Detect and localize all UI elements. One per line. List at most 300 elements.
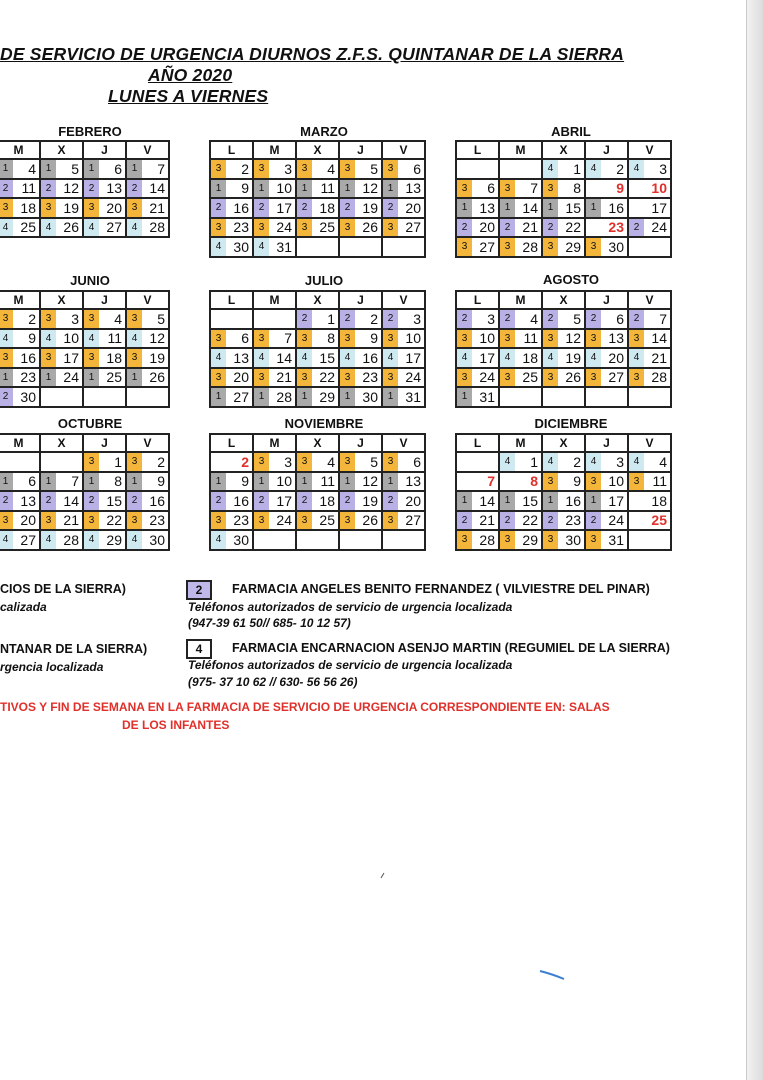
- pharmacy-group-tag: 1: [41, 473, 56, 491]
- day-cell: [210, 348, 253, 368]
- day-cell: [456, 491, 499, 511]
- day-cell: [585, 368, 628, 388]
- day-cell: [585, 309, 628, 329]
- day-number: 23: [565, 512, 581, 529]
- day-cell: [585, 348, 628, 368]
- pharmacy-group-tag: 4: [629, 160, 644, 178]
- day-cell: [339, 387, 382, 407]
- day-cell: [382, 368, 425, 388]
- day-number: 23: [362, 369, 378, 386]
- day-cell: [40, 511, 83, 531]
- pharmacy-group-tag: 2: [629, 310, 644, 328]
- day-number: 24: [608, 512, 624, 529]
- pharmacy-group-tag: 1: [127, 160, 142, 178]
- day-cell: [339, 309, 382, 329]
- day-cell: [542, 309, 585, 329]
- month-title-junio: JUNIO: [70, 273, 110, 288]
- day-number: 9: [241, 180, 249, 197]
- day-cell: [382, 179, 425, 199]
- legend-4-name: FARMACIA ENCARNACION ASENJO MARTIN (REGUMIEL DE LA SIERRA): [232, 641, 670, 655]
- day-cell: [339, 218, 382, 238]
- day-number: 20: [405, 492, 421, 509]
- pharmacy-group-tag: 3: [383, 369, 398, 387]
- day-cell: [0, 511, 40, 531]
- day-number: 5: [71, 160, 79, 177]
- pharmacy-group-tag: 1: [84, 473, 99, 491]
- day-cell: [499, 452, 542, 472]
- pharmacy-group-tag: 3: [500, 531, 515, 549]
- day-cell: [628, 491, 671, 511]
- pharmacy-group-tag: 3: [211, 330, 226, 348]
- pharmacy-group-tag: 3: [629, 473, 644, 491]
- day-cell: [296, 452, 339, 472]
- day-number: 7: [157, 160, 165, 177]
- pharmacy-group-tag: 4: [211, 531, 226, 549]
- pharmacy-group-tag: 4: [41, 531, 56, 549]
- pharmacy-group-tag: 4: [0, 219, 13, 237]
- day-cell: [296, 159, 339, 179]
- calendar-marzo: [209, 140, 426, 258]
- day-cell: [253, 159, 296, 179]
- pharmacy-group-tag: 3: [383, 160, 398, 178]
- day-number: 12: [63, 180, 79, 197]
- pharmacy-group-tag: 3: [41, 199, 56, 217]
- day-number: 12: [362, 473, 378, 490]
- day-number: 4: [327, 160, 335, 177]
- day-cell: [456, 198, 499, 218]
- pharmacy-group-tag: 3: [254, 369, 269, 387]
- day-number: 2: [573, 453, 581, 470]
- day-number: 21: [651, 349, 667, 366]
- pharmacy-group-tag: 3: [127, 512, 142, 530]
- day-number: 9: [157, 473, 165, 490]
- day-cell: [83, 329, 126, 349]
- pharmacy-group-tag: 3: [340, 160, 355, 178]
- pharmacy-group-tag: 3: [543, 330, 558, 348]
- day-cell: [628, 179, 671, 199]
- day-number: 25: [20, 219, 36, 236]
- day-number: 27: [233, 388, 249, 405]
- day-cell: [542, 387, 585, 407]
- pharmacy-group-tag: 1: [543, 492, 558, 510]
- pharmacy-group-tag: 4: [586, 349, 601, 367]
- day-cell: [499, 511, 542, 531]
- day-number: 13: [106, 180, 122, 197]
- day-cell: [499, 179, 542, 199]
- day-cell: [296, 491, 339, 511]
- day-number: 30: [149, 531, 165, 548]
- pharmacy-group-tag: 3: [586, 238, 601, 256]
- pharmacy-group-tag: 4: [586, 453, 601, 471]
- day-cell: [456, 348, 499, 368]
- pharmacy-group-tag: 1: [383, 473, 398, 491]
- day-cell: [40, 218, 83, 238]
- legend-4-badge: 4: [186, 639, 212, 659]
- legend-4-phones: (975- 37 10 62 // 630- 56 56 26): [188, 675, 358, 689]
- day-number: 14: [522, 199, 538, 216]
- day-cell: [40, 179, 83, 199]
- day-cell: [382, 348, 425, 368]
- day-cell: [40, 472, 83, 492]
- day-number: 1: [530, 453, 538, 470]
- title-line-3: LUNES A VIERNES: [108, 86, 269, 106]
- pharmacy-group-tag: 4: [297, 349, 312, 367]
- pharmacy-group-tag: 4: [629, 453, 644, 471]
- day-cell: [542, 179, 585, 199]
- day-number: 14: [276, 349, 292, 366]
- pharmacy-group-tag: 3: [297, 453, 312, 471]
- day-number: 19: [362, 199, 378, 216]
- day-number: 26: [362, 512, 378, 529]
- pharmacy-group-tag: 2: [0, 492, 13, 510]
- day-cell: [0, 309, 40, 329]
- day-number: 16: [608, 199, 624, 216]
- day-cell: [628, 237, 671, 257]
- weekday-header: X: [40, 434, 83, 452]
- weekday-header: X: [40, 141, 83, 159]
- day-cell: [542, 530, 585, 550]
- weekday-header: X: [296, 434, 339, 452]
- day-number: 30: [233, 531, 249, 548]
- day-number: 28: [479, 531, 495, 548]
- pharmacy-group-tag: 2: [127, 492, 142, 510]
- pharmacy-group-tag: 3: [340, 453, 355, 471]
- day-number: 12: [565, 330, 581, 347]
- pharmacy-group-tag: 4: [254, 238, 269, 256]
- day-cell: [628, 511, 671, 531]
- day-cell: [585, 198, 628, 218]
- day-number: 21: [522, 219, 538, 236]
- calendar-abril: [455, 140, 672, 258]
- day-cell: [382, 329, 425, 349]
- day-cell: [585, 511, 628, 531]
- pharmacy-group-tag: 2: [457, 512, 472, 530]
- day-number: 12: [149, 330, 165, 347]
- pharmacy-group-tag: 1: [586, 492, 601, 510]
- scan-page-edge: [746, 0, 763, 1080]
- pharmacy-group-tag: 2: [340, 310, 355, 328]
- pharmacy-group-tag: 1: [500, 199, 515, 217]
- day-number: 28: [522, 238, 538, 255]
- day-cell: [126, 348, 169, 368]
- weekday-header: L: [456, 291, 499, 309]
- pharmacy-group-tag: 3: [340, 369, 355, 387]
- day-number: 10: [479, 330, 495, 347]
- day-cell: [456, 387, 499, 407]
- day-cell: [382, 491, 425, 511]
- pharmacy-group-tag: 1: [127, 369, 142, 387]
- pharmacy-group-tag: 3: [543, 238, 558, 256]
- day-number: 19: [362, 492, 378, 509]
- pharmacy-group-tag: 3: [254, 453, 269, 471]
- day-cell: [499, 329, 542, 349]
- day-cell: [0, 179, 40, 199]
- pharmacy-group-tag: 2: [0, 388, 13, 406]
- day-cell: [40, 198, 83, 218]
- day-cell: [83, 348, 126, 368]
- day-cell: [542, 329, 585, 349]
- day-number: 10: [608, 473, 624, 490]
- pharmacy-group-tag: 3: [500, 369, 515, 387]
- day-cell: [40, 530, 83, 550]
- day-cell: [585, 472, 628, 492]
- day-number: 7: [284, 330, 292, 347]
- day-cell: [253, 237, 296, 257]
- pharmacy-group-tag: 2: [0, 180, 13, 198]
- pharmacy-group-tag: 3: [457, 369, 472, 387]
- day-number: 7: [659, 310, 667, 327]
- day-cell: [0, 530, 40, 550]
- day-number: 27: [405, 512, 421, 529]
- month-title-marzo: MARZO: [300, 124, 348, 139]
- day-number: 15: [565, 199, 581, 216]
- pharmacy-group-tag: 2: [84, 492, 99, 510]
- pharmacy-group-tag: 3: [586, 369, 601, 387]
- day-number: 1: [327, 310, 335, 327]
- day-number: 13: [608, 330, 624, 347]
- day-cell: [253, 198, 296, 218]
- day-cell: [382, 159, 425, 179]
- pharmacy-group-tag: 2: [41, 180, 56, 198]
- day-cell: [40, 452, 83, 472]
- pharmacy-group-tag: 3: [0, 199, 13, 217]
- day-number: 2: [241, 160, 249, 177]
- day-cell: [585, 491, 628, 511]
- day-number: 6: [114, 160, 122, 177]
- day-number: 16: [565, 492, 581, 509]
- day-cell: [296, 472, 339, 492]
- pharmacy-group-tag: 4: [543, 349, 558, 367]
- day-number: 27: [106, 219, 122, 236]
- day-cell: [456, 237, 499, 257]
- day-cell: [499, 198, 542, 218]
- pharmacy-group-tag: 3: [254, 330, 269, 348]
- day-number: 28: [651, 369, 667, 386]
- day-cell: [339, 472, 382, 492]
- title-line-1: DE SERVICIO DE URGENCIA DIURNOS Z.F.S. QUINTANAR DE LA SIERRA: [0, 44, 625, 64]
- day-cell: [296, 198, 339, 218]
- pharmacy-group-tag: 3: [0, 349, 13, 367]
- day-cell: [296, 511, 339, 531]
- day-number: 3: [284, 453, 292, 470]
- day-cell: [456, 452, 499, 472]
- day-cell: [382, 218, 425, 238]
- day-number: 24: [651, 219, 667, 236]
- calendar-noviembre: [209, 433, 426, 551]
- day-number: 29: [522, 531, 538, 548]
- day-cell: [210, 218, 253, 238]
- day-number: 14: [479, 492, 495, 509]
- day-cell: [339, 491, 382, 511]
- day-cell: [253, 530, 296, 550]
- pharmacy-group-tag: 3: [127, 453, 142, 471]
- day-number: 18: [20, 199, 36, 216]
- day-cell: [126, 329, 169, 349]
- day-cell: [499, 368, 542, 388]
- day-number: 2: [157, 453, 165, 470]
- day-cell: [296, 329, 339, 349]
- day-number: 15: [106, 492, 122, 509]
- pharmacy-group-tag: 3: [211, 219, 226, 237]
- day-number: 11: [523, 330, 538, 347]
- day-cell: [83, 452, 126, 472]
- day-cell: [542, 452, 585, 472]
- day-number: 4: [659, 453, 667, 470]
- day-number: 7: [530, 180, 538, 197]
- day-cell: [296, 237, 339, 257]
- day-number: 30: [565, 531, 581, 548]
- day-cell: [210, 387, 253, 407]
- day-cell: [456, 530, 499, 550]
- weekday-header: X: [296, 141, 339, 159]
- holiday-number: 2: [241, 453, 249, 470]
- day-number: 29: [319, 388, 335, 405]
- pharmacy-group-tag: 3: [297, 160, 312, 178]
- pharmacy-group-tag: 4: [0, 531, 13, 549]
- day-cell: [126, 452, 169, 472]
- day-cell: [126, 511, 169, 531]
- day-cell: [542, 348, 585, 368]
- day-cell: [210, 237, 253, 257]
- day-number: 6: [413, 453, 421, 470]
- day-cell: [382, 530, 425, 550]
- weekday-header: V: [628, 291, 671, 309]
- day-cell: [253, 472, 296, 492]
- calendar-junio: [0, 290, 170, 408]
- pharmacy-group-tag: 2: [543, 310, 558, 328]
- pharmacy-group-tag: 3: [543, 369, 558, 387]
- day-cell: [585, 329, 628, 349]
- day-number: 14: [149, 180, 165, 197]
- pharmacy-group-tag: 2: [211, 492, 226, 510]
- day-cell: [542, 159, 585, 179]
- pharmacy-group-tag: 3: [383, 219, 398, 237]
- pharmacy-group-tag: 2: [340, 492, 355, 510]
- day-cell: [585, 218, 628, 238]
- day-cell: [296, 179, 339, 199]
- day-cell: [83, 491, 126, 511]
- day-number: 17: [276, 199, 292, 216]
- day-number: 13: [20, 492, 36, 509]
- day-cell: [126, 472, 169, 492]
- day-number: 13: [479, 199, 495, 216]
- pharmacy-group-tag: 2: [500, 219, 515, 237]
- weekday-header: V: [126, 434, 169, 452]
- day-cell: [628, 472, 671, 492]
- day-number: 27: [608, 369, 624, 386]
- pharmacy-group-tag: 4: [41, 330, 56, 348]
- day-number: 17: [405, 349, 421, 366]
- day-cell: [40, 491, 83, 511]
- weekday-header: M: [253, 291, 296, 309]
- weekday-header: M: [499, 141, 542, 159]
- day-number: 24: [479, 369, 495, 386]
- month-title-octubre: OCTUBRE: [57, 416, 123, 431]
- day-number: 5: [157, 310, 165, 327]
- holiday-number: 9: [616, 180, 624, 197]
- pharmacy-group-tag: 1: [0, 160, 13, 178]
- pharmacy-group-tag: 3: [297, 330, 312, 348]
- day-cell: [542, 218, 585, 238]
- pharmacy-group-tag: 3: [127, 349, 142, 367]
- pharmacy-group-tag: 4: [127, 219, 142, 237]
- pharmacy-group-tag: 2: [254, 492, 269, 510]
- day-number: 8: [114, 473, 122, 490]
- day-number: 25: [106, 369, 122, 386]
- pharmacy-group-tag: 3: [340, 330, 355, 348]
- pharmacy-group-tag: 3: [586, 473, 601, 491]
- day-number: 18: [319, 492, 335, 509]
- day-number: 17: [479, 349, 495, 366]
- pharmacy-group-tag: 3: [457, 330, 472, 348]
- day-cell: [83, 511, 126, 531]
- day-cell: [210, 472, 253, 492]
- pharmacy-group-tag: 3: [211, 369, 226, 387]
- day-cell: [382, 387, 425, 407]
- day-cell: [628, 329, 671, 349]
- pharmacy-group-tag: 1: [500, 492, 515, 510]
- day-cell: [83, 218, 126, 238]
- day-cell: [382, 452, 425, 472]
- pharmacy-group-tag: 4: [0, 330, 13, 348]
- pharmacy-group-tag: 1: [543, 199, 558, 217]
- pharmacy-group-tag: 3: [127, 199, 142, 217]
- day-number: 26: [149, 369, 165, 386]
- day-cell: [210, 329, 253, 349]
- day-number: 3: [487, 310, 495, 327]
- day-number: 23: [20, 369, 36, 386]
- day-number: 28: [276, 388, 292, 405]
- day-cell: [382, 511, 425, 531]
- day-cell: [83, 179, 126, 199]
- pharmacy-group-tag: 2: [340, 199, 355, 217]
- pharmacy-group-tag: 1: [340, 473, 355, 491]
- weekday-header: J: [585, 141, 628, 159]
- pharmacy-group-tag: 1: [84, 369, 99, 387]
- day-number: 16: [233, 199, 249, 216]
- day-number: 22: [106, 512, 122, 529]
- pharmacy-group-tag: 4: [127, 531, 142, 549]
- pharmacy-group-tag: 3: [41, 310, 56, 328]
- day-number: 19: [149, 349, 165, 366]
- pharmacy-group-tag: 3: [41, 349, 56, 367]
- day-number: 27: [479, 238, 495, 255]
- day-number: 10: [276, 473, 292, 490]
- pharmacy-group-tag: 2: [41, 492, 56, 510]
- day-number: 19: [565, 349, 581, 366]
- weekday-header: V: [126, 141, 169, 159]
- day-number: 9: [241, 473, 249, 490]
- legend-2-badge: 2: [186, 580, 212, 600]
- pharmacy-group-tag: 3: [383, 453, 398, 471]
- day-cell: [253, 491, 296, 511]
- day-cell: [210, 452, 253, 472]
- day-number: 17: [63, 349, 79, 366]
- day-number: 29: [565, 238, 581, 255]
- day-number: 25: [522, 369, 538, 386]
- day-cell: [628, 309, 671, 329]
- pharmacy-group-tag: 3: [586, 330, 601, 348]
- month-title-febrero: FEBRERO: [58, 124, 122, 139]
- pharmacy-group-tag: 4: [211, 238, 226, 256]
- pharmacy-group-tag: 1: [457, 492, 472, 510]
- day-number: 25: [319, 219, 335, 236]
- pharmacy-group-tag: 1: [383, 388, 398, 406]
- day-number: 17: [651, 199, 667, 216]
- pharmacy-group-tag: 1: [340, 388, 355, 406]
- holiday-number: 25: [651, 512, 667, 529]
- day-number: 10: [276, 180, 292, 197]
